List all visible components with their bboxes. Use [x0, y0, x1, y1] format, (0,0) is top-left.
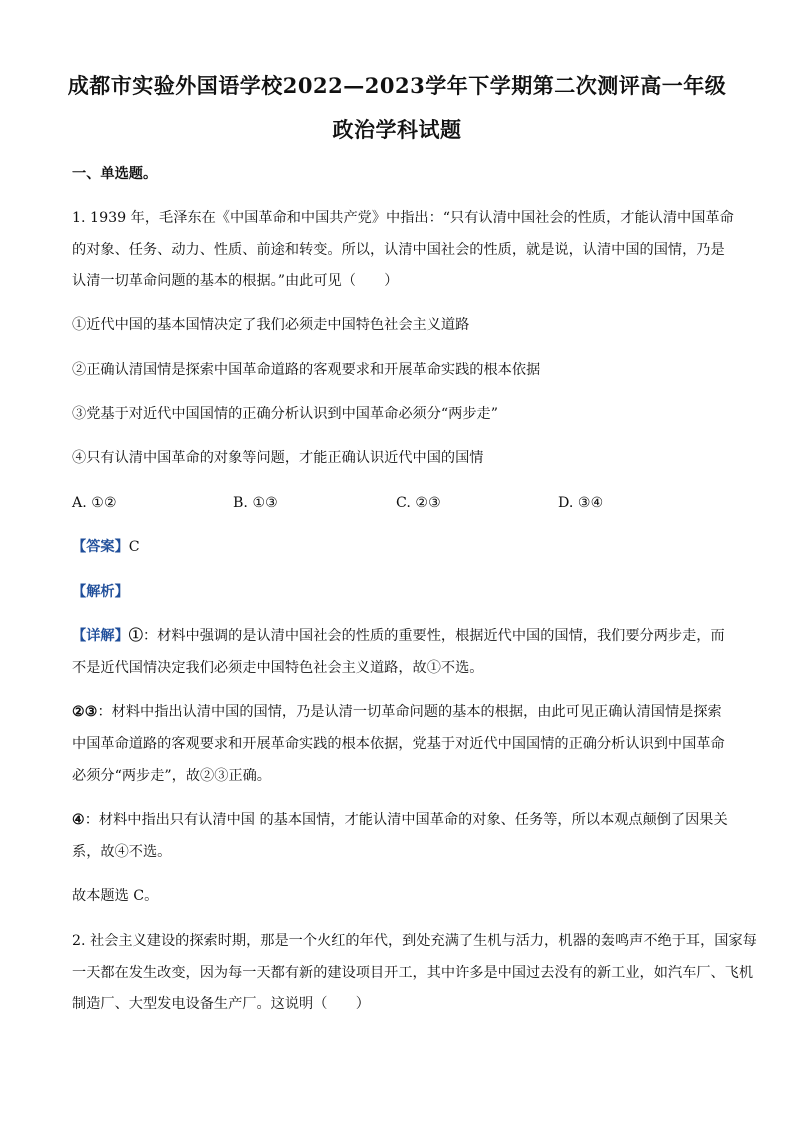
- q1-detail-line: [72, 626, 732, 646]
- q1-statement: ③党基于对近代中国国情的正确分析认识到中国革命必须分“两步走”: [72, 406, 498, 422]
- q1-detail-line: [72, 810, 732, 830]
- q1-statement: ②正确认清国情是探索中国革命道路的客观要求和开展革命实践的根本依据: [72, 362, 541, 378]
- q1-detail-line: 必须分“两步走”，故②③正确。: [72, 768, 271, 784]
- answer-value: C: [128, 539, 140, 555]
- q1-analysis-line: [72, 582, 732, 602]
- detail-text: ：材料中指出只有认清中国 的基本国情，才能认清中国革命的对象、任务等，所以本观点颠倒了因果关: [84, 812, 728, 828]
- q1-statement: ④只有认清中国革命的对象等问题，才能正确认识近代中国的国情: [72, 450, 484, 466]
- q1-option-a: A. ①②: [72, 495, 117, 511]
- q1-option-d: D. ③④: [558, 495, 604, 511]
- q1-conclusion: 故本题选 C。: [72, 888, 159, 904]
- q1-statement: ①近代中国的基本国情决定了我们必须走中国特色社会主义道路: [72, 317, 470, 333]
- detail-lead: ①: [128, 628, 143, 644]
- detail-lead: ④: [72, 812, 85, 828]
- detail-text: ：材料中强调的是认清中国社会的性质的重要性，根据近代中国的国情，我们要分两步走，而: [142, 628, 725, 644]
- q1-option-b: B. ①③: [233, 495, 278, 511]
- q1-stem-line: 1. 1939 年，毛泽东在《中国革命和中国共产党》中指出：“只有认清中国社会的性质，才能认清中国革命: [72, 210, 734, 226]
- q1-detail-line: 不是近代国情决定我们必须走中国特色社会主义道路，故①不选。: [72, 660, 484, 676]
- q1-detail-line: 系，故④不选。: [72, 844, 172, 860]
- q1-answer-line: [72, 537, 732, 557]
- q2-stem-line: 一天都在发生改变，因为每一天都有新的建设项目开工，其中许多是中国过去没有的新工业，如汽车厂、飞机: [72, 965, 754, 981]
- q2-stem-line: 制造厂、大型发电设备生产厂。这说明（ ）: [72, 996, 370, 1012]
- detail-tag: 【详解】: [72, 628, 129, 644]
- doc-title-line1: 成都市实验外国语学校2022—2023学年下学期第二次测评高一年级: [67, 73, 727, 98]
- q1-detail-line: [72, 702, 732, 722]
- section-heading: 一、单选题。: [72, 166, 158, 182]
- q2-stem-line: 2. 社会主义建设的探索时期，那是一个火红的年代，到处充满了生机与活力，机器的轰鸣声不绝于耳，国家每: [72, 933, 757, 949]
- q1-detail-line: 中国革命道路的客观要求和开展革命实践的根本依据，党基于对近代中国国情的正确分析认识到中国革命: [72, 736, 725, 752]
- detail-lead: ②③: [72, 704, 98, 720]
- detail-text: ：材料中指出认清中国的国情，乃是认清一切革命问题的基本的根据，由此可见正确认清国情是探索: [97, 704, 722, 720]
- q1-stem-line: 认清一切革命问题的基本的根据。”由此可见（ ）: [72, 273, 399, 289]
- doc-title-line2: 政治学科试题: [332, 117, 462, 142]
- analysis-tag: 【解析】: [72, 584, 129, 600]
- q1-stem-line: 的对象、任务、动力、性质、前途和转变。所以，认清中国社会的性质，就是说，认清中国的国情，乃是: [72, 242, 725, 258]
- answer-tag: 【答案】: [72, 539, 129, 555]
- q1-option-c: C. ②③: [396, 495, 441, 511]
